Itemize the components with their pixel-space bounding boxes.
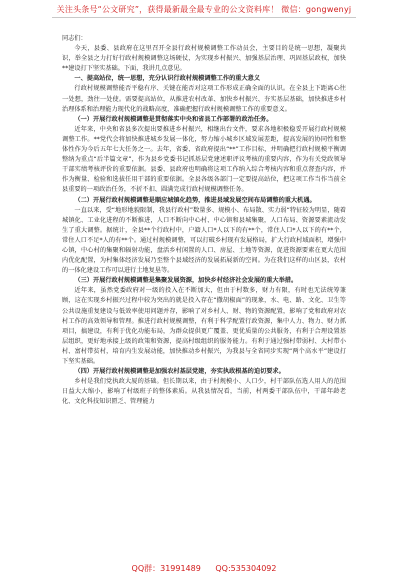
qq-text: QQ:535304092: [215, 564, 277, 573]
qq-group-text: QQ群：31991489: [131, 564, 201, 573]
salutation: 同志们：: [62, 35, 87, 42]
top-banner: 关注头条号“公文研究”，获得最新最全最专业的公文资料库！ 微信：gongwenyj: [56, 5, 352, 14]
header-divider: [52, 17, 356, 18]
footer-contact: [0, 563, 408, 574]
paragraph: 乡村是我们党执政大厦的基础。但长期以来，由于村规模小、人口少，村干部队伍选人用人的范围日益大大缩小，影响了村级班子的整体素质。从我县情况看，当前，村两委干部队伍中，干部年龄老化、文化科技知识匮乏、管理能力: [62, 378, 346, 406]
paragraph: 行政村规模调整能否平稳有序、关键在能否对这项工作形成正确全面的认识。在全县上下距离心往一处想，劲往一处使。需要提高站位，从推进农村改革、加快乡村振兴、夯实基层基础，加快推进乡村治理体系和治理能力现代化的战略高度，准确把握行政村规模调整工作的重要意义。: [62, 85, 346, 113]
paragraph: 一直以来，受“地形地貌限制，我县行政村”数量多、规模小、布局散、实力弱“特征较为明显，随着城镇化、工业化进程的不断推进，人口不断向中心村、中心镇和县城集聚，人口布局、资源要素流动发生了重大调整。据统计，全县**个行政村中，户籍人口*人以下的有**个，常住人口*人以下的有**个，常住人口不足*人的有**个。通过村规模调整，可以打破乡村现有发展格局，扩大行政村域面积，增强中心镇，中心村的集聚和辐射功能，盘活乡村闲置的人口、房屋、土地等资源，促进资源要素在更大范围内优化配置，为村集体经济发展乃至整个县域经济的发展拓展新的空间。为在我们这样的山区县，农村的一体化建设工作可以进行土地复垦等。: [62, 206, 346, 275]
paragraph: 今天，县委、县政府在这里召开全县行政村规模调整工作动员会，主要目的是统一思想，凝聚共识，举全县之力打好行政村规模调整这场硬仗，为实现乡村振兴、加强基层治理、巩固基层政权，加快**建设打下坚实基础。下面，我讲几点意见。: [62, 45, 346, 73]
subsection-heading: （一）开展行政村规模调整是贯彻落实中央和省县工作部署的政治任务。: [74, 115, 273, 123]
paragraph: 近年来，虽然党委政府对一级的投入在不断加大，但由于村数多，财力有限，有时也无法统筹兼顾，这在实现乡村振兴过程中较为突出的就是投入存在“撒胡椒面”的现象，水、电、路、文化、卫生等公共设施重复建设与低效率使用问题并存，影响了对乡村人、财、物的资源配置，影响了党和政府对农村工作的高效领导和管理。推进行政村规模调整，有利于科学配置行政资源，集中人力、物力、财力抓项目，搞建设，有利于优化功能布局，为群众提供更广覆盖、更优质量的公共服务，有利于合理设置基层组织，更好地承接上级的政策和资源，提高村级组织的服务能力。有利于通过强村带弱村、大村带小村、富村带贫村，培育内生发展动能，加快推动乡村振兴，为我县与全省同步实现“两个高水平”建设打下坚实基础。: [62, 287, 346, 365]
paragraph: 近年来，中央和省县多次提出要推进乡村振兴，相继出台文件，要求各地积极稳妥开展行政村规模调整工作。**党代会将加快推进城乡发展一体化，努力缩小城乡区域发展差距，提高发展的协同性和整体性作为今后五年七大任务之一。去年，省委、省政府提出“**”工作目标，并明确把行政村规模平衡调整纳为重点“后半篇文章”，作为县乡党委书记抓基层党建述职评议考核的重要内容，作为有关党政领导干部实绩考核评价的重要依据。县委、县政府也明确将这项工作纳入综合考核内容和重点督查内容，并作为衡量、检验和选拔任用干部的重要依据。全县各级各部门一定要提高站位，把这项工作当作当前全县重要的一项政治任务，不折不扣、圆满完成行政村规模调整任务。: [62, 125, 346, 194]
document-body: [62, 34, 346, 407]
subsection-heading: （二）开展行政村规模调整是顺应城镇化趋势，推进县域发展空间布局调整的重大机遇。: [74, 196, 316, 204]
subsection-heading: （四）开展行政村规模调整是加强农村基层党建，夯实执政根基的迫切要求。: [74, 368, 285, 376]
subsection-heading: （三）开展行政村规模调整是集聚发展资源，加快乡村经济社会发展的重大举措。: [74, 277, 298, 285]
section-heading: 一、提高站位，统一思想，充分认识行政村规模调整工作的重大意义: [74, 75, 261, 83]
